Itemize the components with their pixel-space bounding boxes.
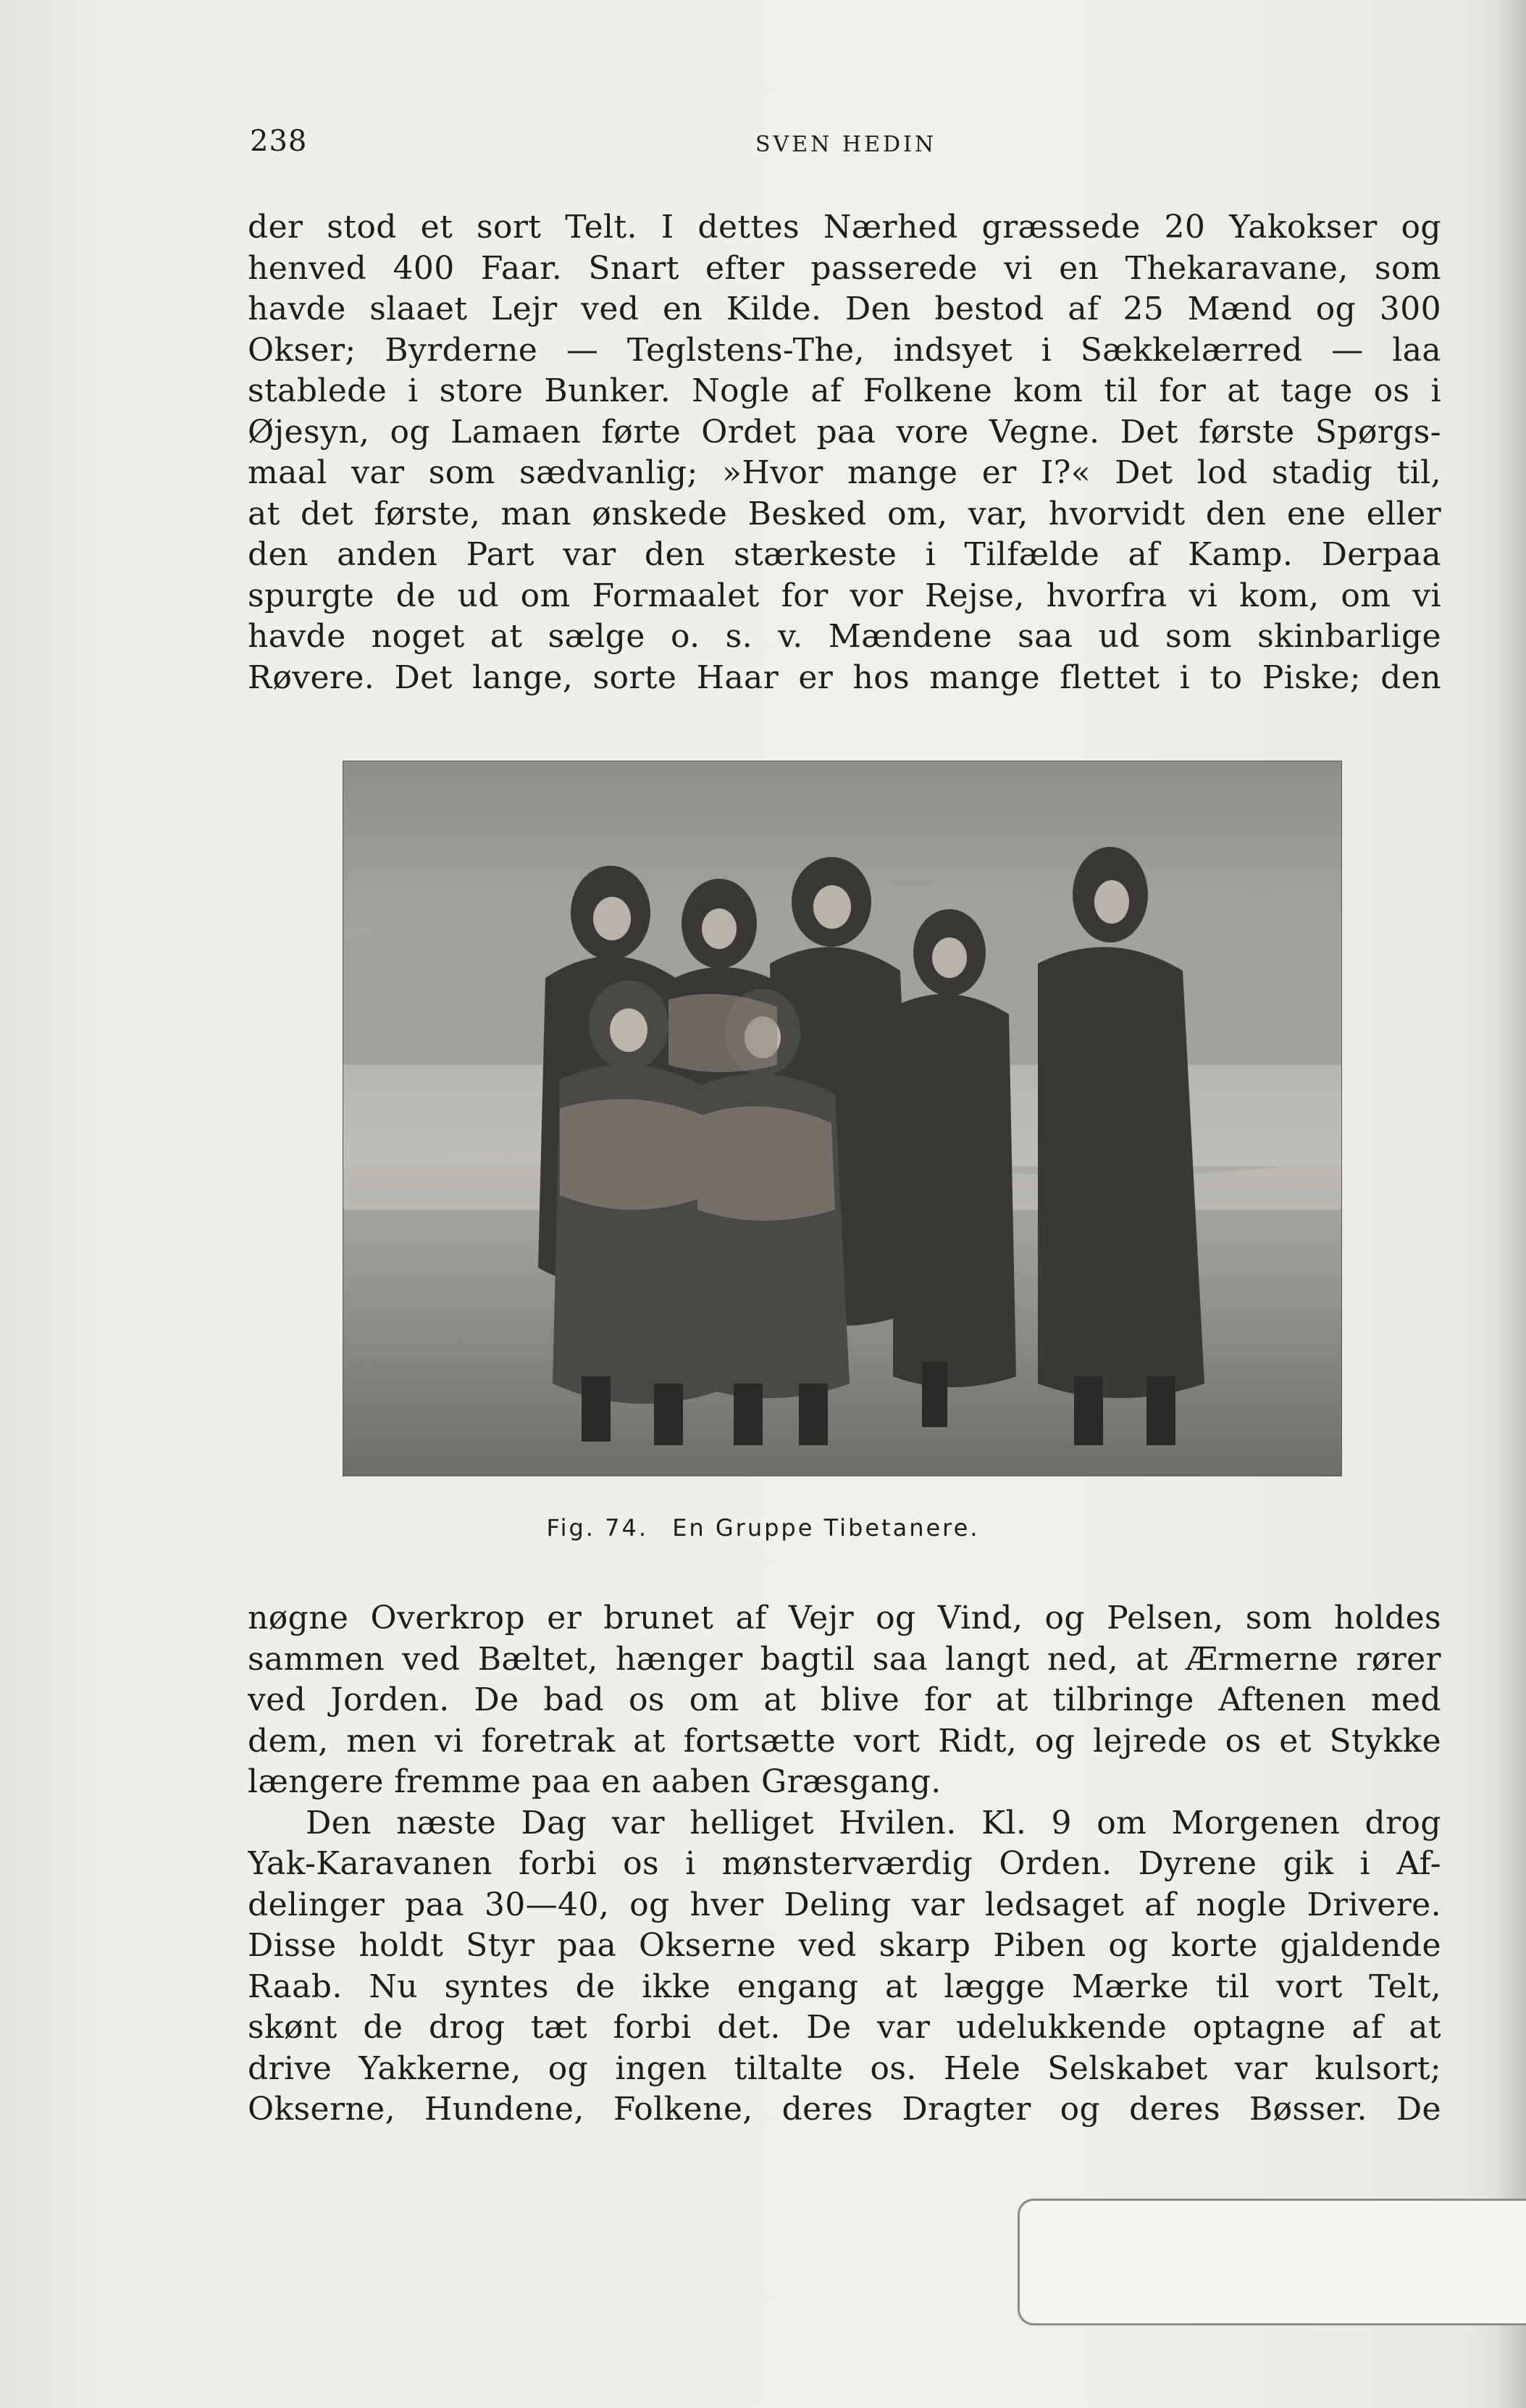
text-line: skønt de drog tæt forbi det. De var udelukkende optagne af at	[248, 2009, 1441, 2046]
text-line: Okser; Byrderne — Teglstens-The, indsyet i Sækkelærred — laa	[248, 331, 1441, 369]
text-line: henved 400 Faar. Snart efter passerede vi en Thekaravane, som	[248, 249, 1441, 287]
text-line: Disse holdt Styr paa Okserne ved skarp Piben og korte gjaldende	[248, 1927, 1441, 1964]
body-text-bottom	[248, 1598, 1441, 2131]
page-edge-shadow	[1497, 0, 1526, 2408]
figure-caption-text: En Gruppe Tibetanere.	[672, 1514, 980, 1542]
text-line: længere fremme paa en aaben Græsgang.	[248, 1763, 942, 1800]
text-line: havde slaaet Lejr ved en Kilde. Den bestod af 25 Mænd og 300	[248, 290, 1441, 327]
text-line: Øjesyn, og Lamaen førte Ordet paa vore Vegne. Det første Spørgs-	[248, 413, 1441, 451]
text-line: at det første, man ønskede Besked om, var, hvorvidt den ene eller	[248, 495, 1441, 532]
text-line: der stod et sort Telt. I dettes Nærhed græssede 20 Yakokser og	[248, 209, 1441, 246]
photo-tibetan-group	[343, 761, 1342, 1476]
text-line: stablede i store Bunker. Nogle af Folkene kom til for at tage os i	[248, 372, 1441, 409]
text-line: ved Jorden. De bad os om at blive for at tilbringe Aftenen med	[248, 1681, 1441, 1718]
text-line: drive Yakkerne, og ingen tiltalte os. Hele Selskabet var kulsort;	[248, 2049, 1441, 2087]
text-line: delinger paa 30—40, og hver Deling var ledsaget af nogle Drivere.	[248, 1886, 1441, 1923]
text-line: nøgne Overkrop er brunet af Vejr og Vind, og Pelsen, som holdes	[248, 1600, 1441, 1636]
text-line: Den næste Dag var helliget Hvilen. Kl. 9 om Morgenen drog	[306, 1804, 1441, 1841]
text-line: spurgte de ud om Formaalet for vor Rejse, hvorfra vi kom, om vi	[248, 577, 1441, 614]
paper-slip-bookmark	[1018, 2199, 1526, 2325]
text-line: den anden Part var den stærkeste i Tilfælde af Kamp. Derpaa	[248, 536, 1441, 573]
figure-label: Fig. 74.	[546, 1514, 649, 1542]
running-head: SVEN HEDIN	[755, 132, 937, 157]
text-line: Yak-Karavanen forbi os i mønsterværdig Orden. Dyrene gik i Af-	[248, 1845, 1441, 1882]
figure-caption	[0, 1514, 1526, 1542]
text-line: Røvere. Det lange, sorte Haar er hos mange flettet i to Piske; den	[248, 659, 1441, 696]
text-line: Raab. Nu syntes de ikke engang at lægge Mærke til vort Telt,	[248, 1968, 1441, 2005]
text-line: Okserne, Hundene, Folkene, deres Dragter og deres Bøsser. De	[248, 2091, 1441, 2128]
body-text-top	[248, 207, 1441, 698]
text-line: havde noget at sælge o. s. v. Mændene saa ud som skinbarlige	[248, 618, 1441, 655]
photo-illustration	[343, 761, 1342, 1476]
text-line: sammen ved Bæltet, hænger bagtil saa langt ned, at Ærmerne rører	[248, 1640, 1441, 1678]
text-line: dem, men vi foretrak at fortsætte vort Ridt, og lejrede os et Stykke	[248, 1722, 1441, 1760]
text-line: maal var som sædvanlig; »Hvor mange er I?« Det lod stadig til,	[248, 454, 1441, 491]
page-header	[250, 125, 1438, 168]
page-number: 238	[250, 125, 308, 158]
